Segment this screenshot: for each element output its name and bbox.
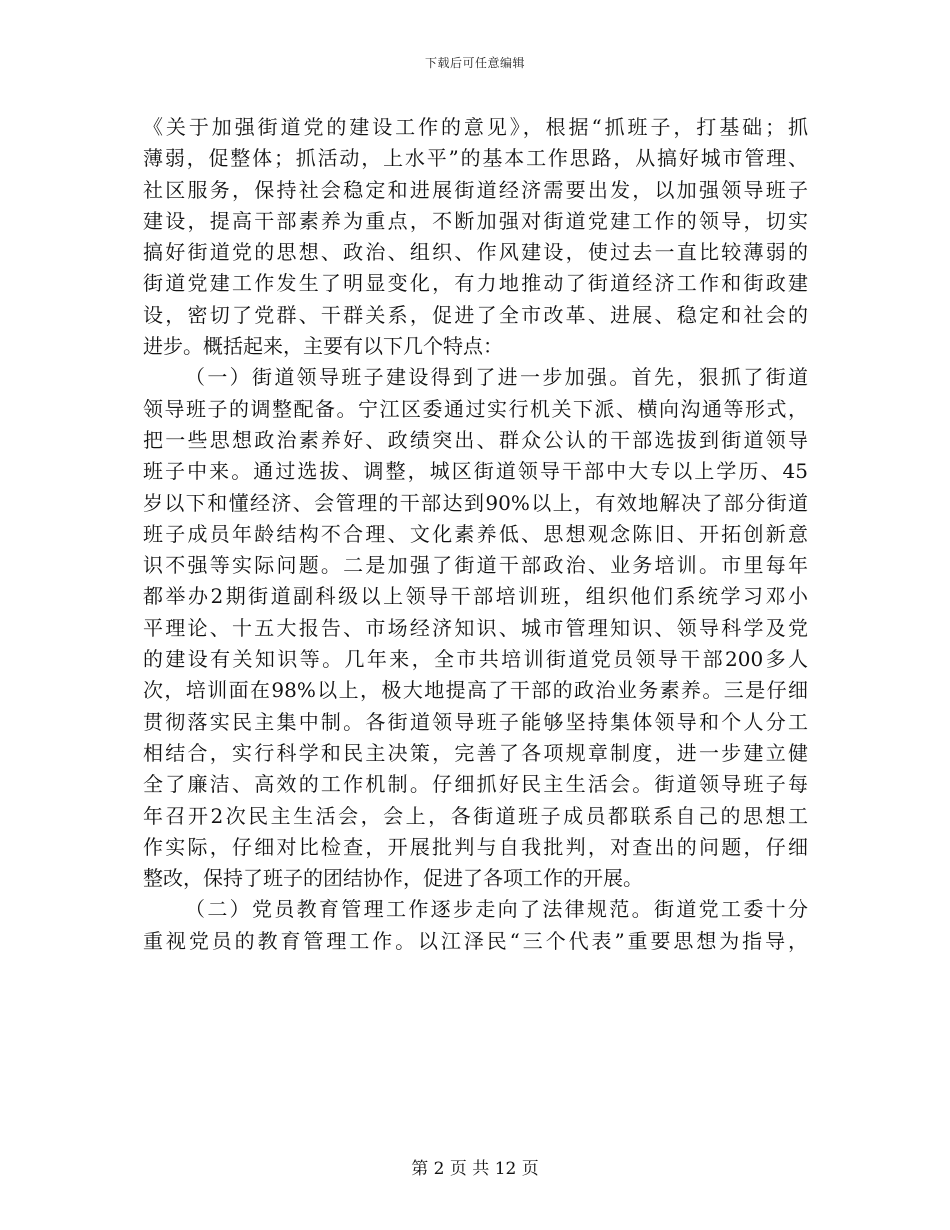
- text-line: 次，培训面在98%以上，极大地提高了干部的政治业务素养。三是仔细: [143, 678, 808, 703]
- paragraph-start-line: （二）党员教育管理工作逐步走向了法律规范。街道党工委十分: [185, 897, 808, 922]
- text-line: 贯彻落实民主集中制。各街道领导班子能够坚持集体领导和个人分工: [143, 709, 808, 734]
- text-line: 年召开2次民主生活会，会上，各街道班子成员都联系自己的思想工: [143, 803, 808, 828]
- paragraph-start-line: （一）街道领导班子建设得到了进一步加强。首先，狠抓了街道: [185, 365, 808, 390]
- text-line: 进步。概括起来，主要有以下几个特点：: [143, 334, 503, 359]
- text-line: 全了廉洁、高效的工作机制。仔细抓好民主生活会。街道领导班子每: [143, 772, 808, 797]
- text-line: 整改，保持了班子的团结协作，促进了各项工作的开展。: [143, 866, 643, 891]
- text-line: 《关于加强街道党的建设工作的意见》，根据“抓班子，打基础；抓: [143, 115, 808, 139]
- text-line: 社区服务，保持社会稳定和进展街道经济需要出发，以加强领导班子: [143, 177, 808, 202]
- text-line: 领导班子的调整配备。宁江区委通过实行机关下派、横向沟通等形式，: [143, 396, 808, 421]
- text-line: 街道党建工作发生了明显变化，有力地推动了街道经济工作和街政建: [143, 271, 808, 296]
- text-line: 作实际，仔细对比检查，开展批判与自我批判，对查出的问题，仔细: [143, 834, 808, 859]
- text-line: 平理论、十五大报告、市场经济知识、城市管理知识、领导科学及党: [143, 615, 808, 640]
- page-header: 下载后可任意编辑: [424, 56, 525, 70]
- text-line: 的建设有关知识等。几年来，全市共培训街道党员领导干部200多人: [143, 647, 808, 672]
- text-line: 班子成员年龄结构不合理、文化素养低、思想观念陈旧、开拓创新意: [143, 521, 808, 546]
- text-line: 建设，提高干部素养为重点，不断加强对街道党建工作的领导，切实: [143, 208, 808, 233]
- document-body: [143, 112, 808, 957]
- text-line: 搞好街道党的思想、政治、组织、作风建设，使过去一直比较薄弱的: [143, 240, 808, 265]
- text-line: 重视党员的教育管理工作。以江泽民“三个代表”重要思想为指导，: [143, 928, 808, 953]
- page-footer: 第 2 页 共 12 页: [411, 1159, 539, 1179]
- text-line: 都举办2期街道副科级以上领导干部培训班，组织他们系统学习邓小: [143, 584, 808, 609]
- text-line: 相结合，实行科学和民主决策，完善了各项规章制度，进一步建立健: [143, 740, 808, 765]
- text-line: 把一些思想政治素养好、政绩突出、群众公认的干部选拔到街道领导: [143, 427, 808, 452]
- text-line: 设，密切了党群、干群关系，促进了全市改革、进展、稳定和社会的: [143, 302, 808, 327]
- text-line: 薄弱，促整体；抓活动，上水平”的基本工作思路，从搞好城市管理、: [143, 146, 808, 171]
- text-line: 班子中来。通过选拔、调整，城区街道领导干部中大专以上学历、45: [143, 459, 808, 484]
- text-line: 岁以下和懂经济、会管理的干部达到90%以上，有效地解决了部分街道: [143, 490, 808, 515]
- text-line: 识不强等实际问题。二是加强了街道干部政治、业务培训。市里每年: [143, 553, 808, 578]
